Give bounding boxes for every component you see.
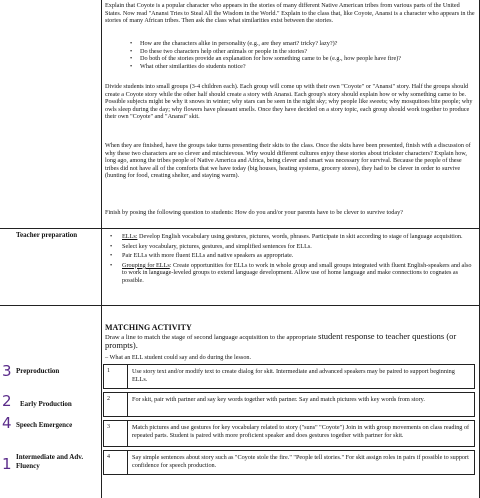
- row-divider: [0, 228, 480, 229]
- response-row: [103, 392, 475, 417]
- handwritten-answer: 3: [2, 362, 12, 380]
- activity-paragraph-3: When they are finished, have the groups take turns presenting their skits to the class. Once the skits have been presented, finish with a discussion of why these two characters are so clever and mischievous. Why would different cultures enjoy these stories about trickster characters? Explain how, long ago, among the tribes people of Native America and Africa, being clever and smart was necessary for survival. Because the people of these tribes did not have all of the comforts that we have today (big houses, heating systems, grocery stores), they had to be clever in order to survive (hunting for food, creating shelter, and staying warm).: [105, 142, 471, 180]
- question-item: • Do these two characters help other animals or people in the stories?: [140, 48, 470, 56]
- response-number: 1: [107, 368, 110, 374]
- response-text: For skit, pair with partner and say key words together with partner. Say and match pictures with key words from story.: [132, 396, 425, 403]
- prep-item: • ELLs: Develop English vocabulary using gestures, pictures, words, phrases. Participate in skit according to stage of language acquisition.: [122, 233, 475, 241]
- stage-label: Intermediate and Adv. Fluency: [16, 453, 84, 470]
- handwritten-answer: 1: [2, 455, 12, 473]
- response-row: [103, 364, 475, 389]
- prep-item: • Select key vocabulary, pictures, gestures, and simplified sentences for ELLs.: [122, 243, 475, 251]
- stage-label: Early Production: [20, 400, 72, 408]
- response-text: Use story text and/or modify text to create dialog for skit. Intermediate and advanced speakers may be paired to support beginning ELLs.: [132, 368, 455, 383]
- question-item: • How are the characters alike in personality (e.g., are they smart? tricky? lazy?)?: [140, 40, 470, 48]
- question-list: [140, 40, 470, 70]
- prep-lead: ELLs:: [122, 233, 138, 240]
- stage-label: Speech Emergence: [16, 421, 73, 429]
- activity-paragraph-2: Divide students into small groups (3-4 children each). Each group will come up with their own "Coyote" or "Anansi" story. Half the groups should create a Coyote story while the other half should create a story with Anansi. Each group's story should explain how or why something came to be. Possible subjects might be why it snows in winter; why stars can be seen in the night sky; why people like sweets; why mosquitoes bite people; why owls sleep during the day; why flowers have pleasant smells. Once they have decided on a story topic, each group should work together to produce their own "Coyote" and "Anansi" skit.: [105, 83, 473, 121]
- response-number: 2: [107, 396, 110, 402]
- activity-paragraph-1: Explain that Coyote is a popular character who appears in the stories of many different Native American tribes from various parts of the United States. Now read "Anansi Tries to Steal All the Wisdom in the World." Explain to the class that, like Coyote, Anansi is a character who appears in the stories of many African tribes. Then ask the class what similarities exist between the stories.: [105, 2, 475, 25]
- prep-item: • Grouping for ELLs: Create opportunities for ELLs to work in whole group and small groups integrated with fluent English-speakers and also to work in language-leveled groups to extend language development. Allow use of home language and make connections to cognates as possible.: [122, 262, 475, 285]
- activity-paragraph-4: Finish by posing the following question to students: How do you and/or your parents have to be clever to survive today?: [105, 209, 403, 216]
- handwritten-answer: 4: [2, 414, 12, 432]
- matching-instruction: Draw a line to match the stage of second language acquisition to the appropriate student response to teacher questions (or prompts).: [105, 331, 457, 350]
- response-text: Say simple sentences about story such as "Coyote stole the fire." "People tell stories." For skit assign roles in pairs if possible to support confidence for speech production.: [132, 454, 469, 469]
- response-text: Match pictures and use gestures for key vocabulary related to story ("suns" "Coyote") Join in with group movements on class reading of repeated parts. Student is paired with more proficient speaker and does gestures together with partner for skit.: [132, 424, 470, 439]
- teacher-prep-list: [122, 233, 475, 287]
- response-row: [103, 450, 475, 475]
- teacher-prep-label: Teacher preparation: [16, 231, 78, 239]
- question-item: • What other similarities do students notice?: [140, 63, 470, 71]
- response-number: 3: [107, 424, 110, 430]
- stage-label: Preproduction: [16, 367, 60, 375]
- column-divider: [101, 0, 102, 498]
- matching-title: MATCHING ACTIVITY: [105, 323, 192, 332]
- row-divider: [0, 305, 480, 306]
- response-row: [103, 420, 475, 447]
- matching-subtitle: – What an ELL student could say and do during the lesson.: [105, 354, 252, 361]
- question-item: • Do both of the stories provide an explanation for how something came to be (e.g., how people have fire)?: [140, 55, 470, 63]
- prep-lead: Grouping for ELLs: [122, 261, 170, 269]
- prep-item: • Pair ELLs with more fluent ELLs and native speakers as appropriate.: [122, 252, 475, 260]
- response-number: 4: [107, 454, 110, 460]
- handwritten-answer: 2: [2, 392, 12, 410]
